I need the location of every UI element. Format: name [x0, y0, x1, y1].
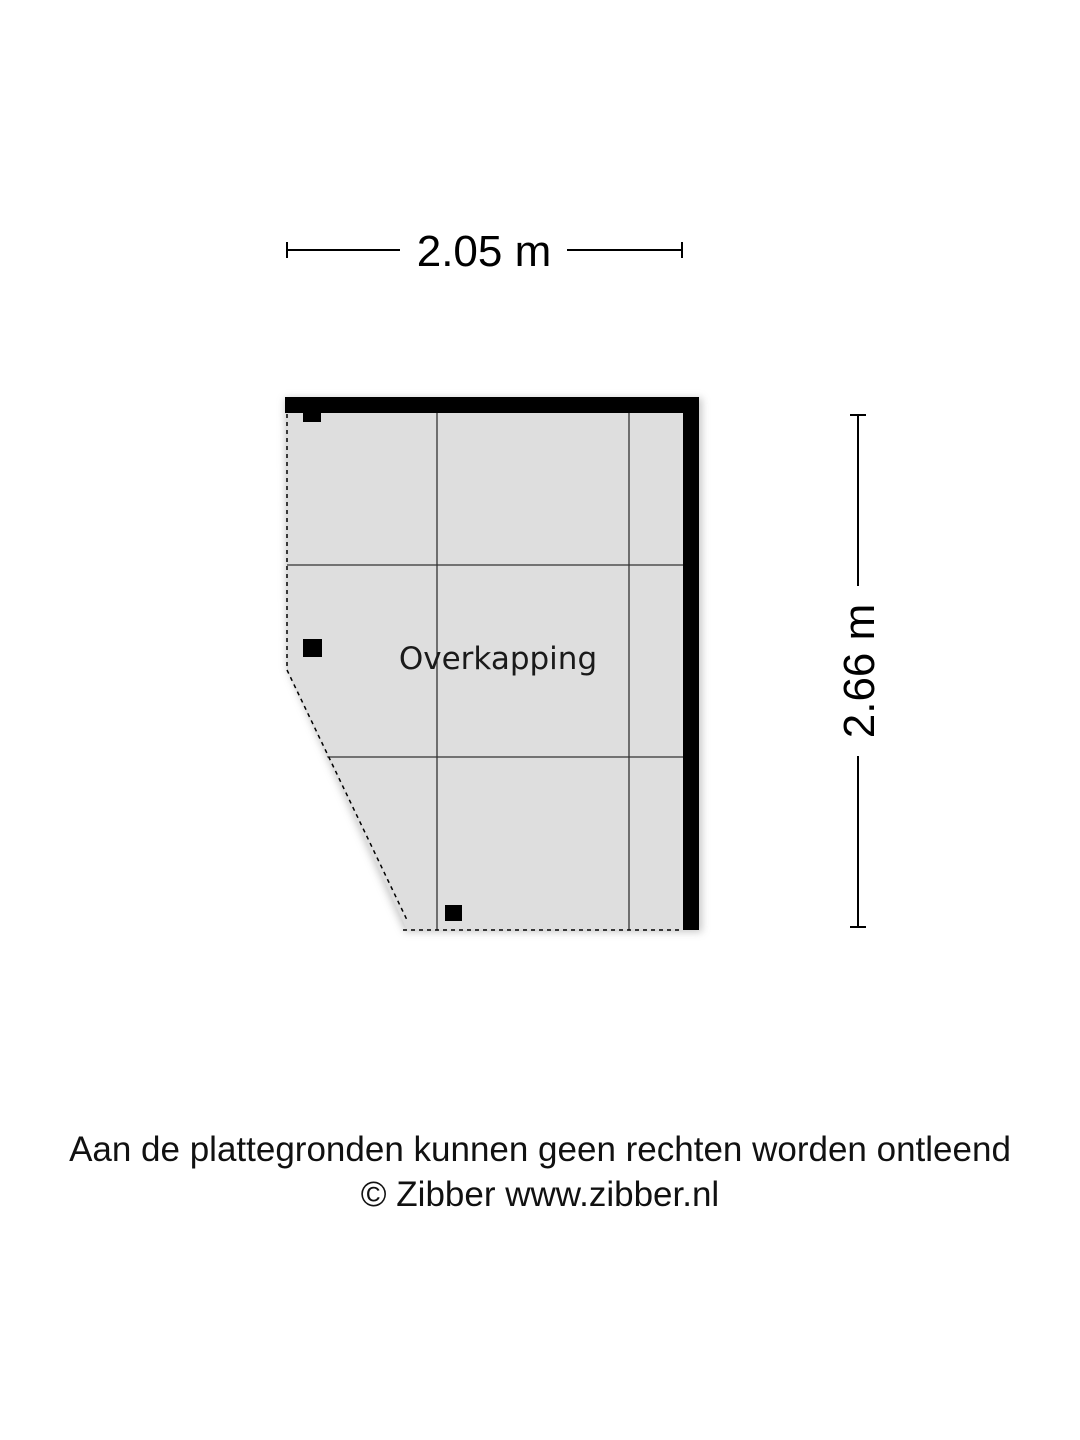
wall-top — [285, 397, 699, 413]
wall-right — [683, 397, 699, 930]
width-dimension — [287, 227, 682, 276]
copyright-text: © Zibber www.zibber.nl — [360, 1175, 720, 1214]
room-label: Overkapping — [398, 641, 598, 677]
width-dimension-label: 2.05 m — [416, 227, 552, 276]
depth-dimension-label: 2.66 m — [835, 603, 884, 739]
post-bottom — [445, 905, 462, 921]
disclaimer-text: Aan de plattegronden kunnen geen rechten worden ontleend — [69, 1130, 1011, 1169]
post-mid-left — [303, 639, 322, 657]
depth-dimension — [835, 415, 884, 927]
post-top-left — [303, 407, 321, 422]
